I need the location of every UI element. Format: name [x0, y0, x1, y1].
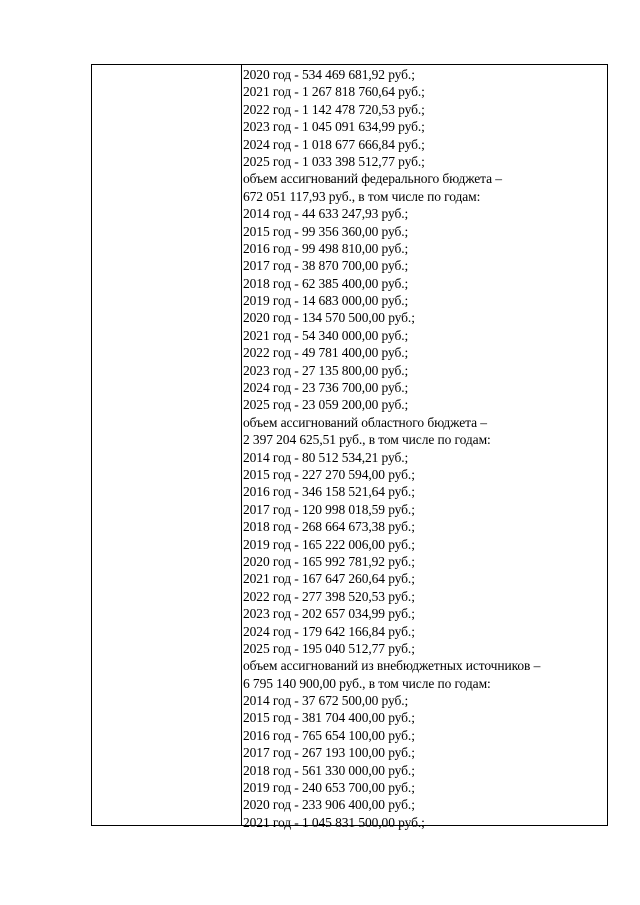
section-heading: объем ассигнований из внебюджетных источников – — [243, 658, 541, 674]
section-total: 6 795 140 900,00 руб., в том числе по годам: — [243, 675, 491, 691]
text-line: 2015 год - 99 356 360,00 руб.; — [243, 223, 409, 239]
section-total: 672 051 117,93 руб., в том числе по годам: — [243, 188, 481, 204]
text-line: 2017 год - 38 870 700,00 руб.; — [243, 258, 409, 274]
text-line: 2022 год - 49 781 400,00 руб.; — [243, 345, 409, 361]
table-left-cell — [92, 65, 242, 825]
text-line: 2020 год - 165 992 781,92 руб.; — [243, 553, 415, 569]
text-line: 2024 год - 1 018 677 666,84 руб.; — [243, 136, 425, 152]
text-line: 2025 год - 23 059 200,00 руб.; — [243, 397, 409, 413]
text-line: 2018 год - 561 330 000,00 руб.; — [243, 762, 415, 778]
text-line: 2021 год - 1 045 831 500,00 руб.; — [243, 814, 425, 830]
text-line: 2015 год - 227 270 594,00 руб.; — [243, 466, 415, 482]
text-line: 2014 год - 80 512 534,21 руб.; — [243, 449, 409, 465]
text-line: 2018 год - 268 664 673,38 руб.; — [243, 519, 415, 535]
funding-table — [91, 64, 608, 830]
text-line: 2024 год - 179 642 166,84 руб.; — [243, 623, 415, 639]
text-line: 2019 год - 14 683 000,00 руб.; — [243, 293, 409, 309]
section-heading: объем ассигнований областного бюджета – — [243, 414, 487, 430]
text-line: 2020 год - 534 469 681,92 руб.; — [243, 67, 415, 82]
text-line: 2020 год - 134 570 500,00 руб.; — [243, 310, 415, 326]
table-right-cell — [242, 65, 607, 830]
text-line: 2014 год - 37 672 500,00 руб.; — [243, 693, 409, 709]
text-line: 2023 год - 1 045 091 634,99 руб.; — [243, 119, 425, 135]
text-line: 2019 год - 165 222 006,00 руб.; — [243, 536, 415, 552]
text-line: 2015 год - 381 704 400,00 руб.; — [243, 710, 415, 726]
text-line: 2020 год - 233 906 400,00 руб.; — [243, 797, 415, 813]
text-line: 2019 год - 240 653 700,00 руб.; — [243, 780, 415, 796]
text-line: 2024 год - 23 736 700,00 руб.; — [243, 380, 409, 396]
text-line: 2016 год - 765 654 100,00 руб.; — [243, 727, 415, 743]
text-line: 2021 год - 54 340 000,00 руб.; — [243, 327, 409, 343]
text-line: 2022 год - 277 398 520,53 руб.; — [243, 588, 415, 604]
text-line: 2023 год - 27 135 800,00 руб.; — [243, 362, 409, 378]
text-line: 2016 год - 99 498 810,00 руб.; — [243, 240, 409, 256]
text-line: 2025 год - 195 040 512,77 руб.; — [243, 640, 415, 656]
text-line: 2014 год - 44 633 247,93 руб.; — [243, 206, 409, 222]
text-line: 2016 год - 346 158 521,64 руб.; — [243, 484, 415, 500]
section-total: 2 397 204 625,51 руб., в том числе по годам: — [243, 432, 491, 448]
text-line: 2017 год - 120 998 018,59 руб.; — [243, 501, 415, 517]
text-line: 2022 год - 1 142 478 720,53 руб.; — [243, 101, 425, 117]
text-line: 2023 год - 202 657 034,99 руб.; — [243, 606, 415, 622]
text-line: 2018 год - 62 385 400,00 руб.; — [243, 275, 409, 291]
text-line: 2025 год - 1 033 398 512,77 руб.; — [243, 153, 425, 169]
text-line: 2021 год - 167 647 260,64 руб.; — [243, 571, 415, 587]
text-line: 2021 год - 1 267 818 760,64 руб.; — [243, 84, 425, 100]
section-heading: объем ассигнований федерального бюджета – — [243, 171, 502, 187]
text-line: 2017 год - 267 193 100,00 руб.; — [243, 745, 415, 761]
